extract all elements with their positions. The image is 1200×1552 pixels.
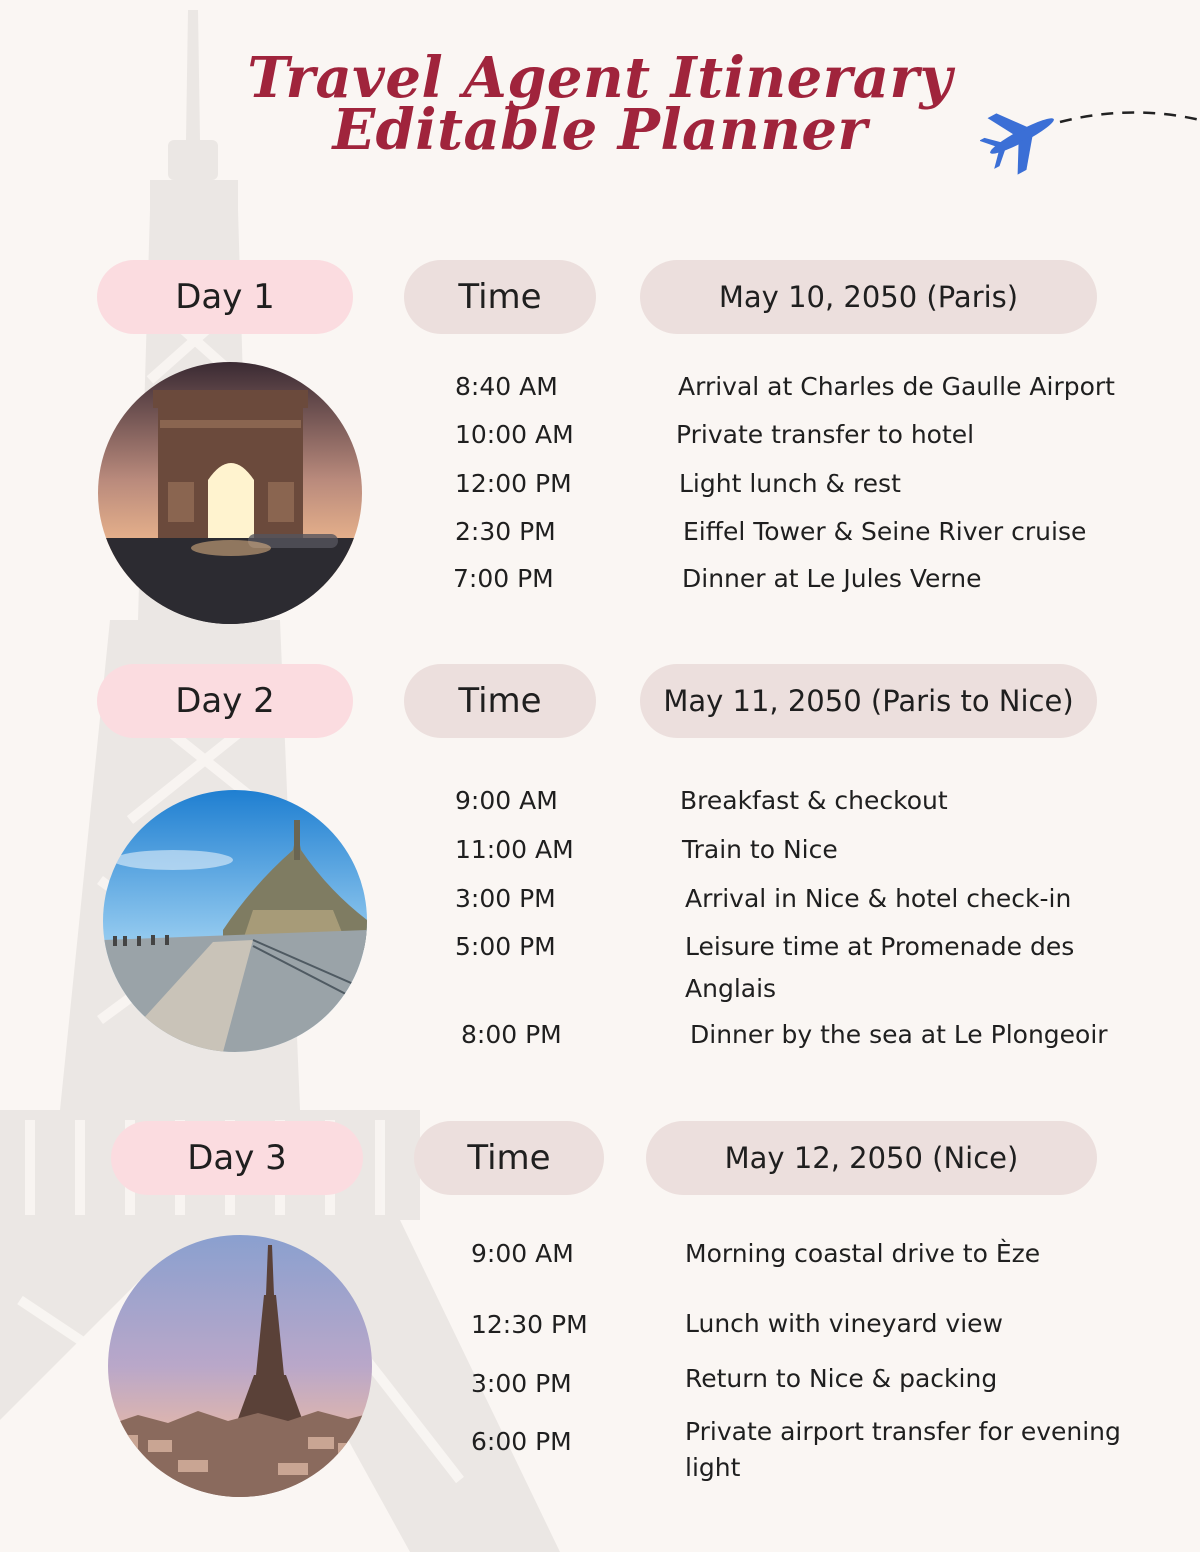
day-1-activity-1: Arrival at Charles de Gaulle Airport (678, 372, 1115, 401)
day-3-date-header: May 12, 2050 (Nice) (646, 1121, 1097, 1195)
day-2-time-5: 8:00 PM (461, 1020, 562, 1049)
day-2-label: Day 2 (97, 664, 353, 738)
eiffel-tower-photo (108, 1235, 372, 1497)
day-1-activity-3: Light lunch & rest (679, 469, 901, 498)
day-1-time-1: 8:40 AM (455, 372, 558, 401)
day-2-activity-4: Leisure time at Promenade des Anglais (685, 932, 1075, 1003)
day-2-activity-2: Train to Nice (682, 835, 838, 864)
day-1-time-2: 10:00 AM (455, 420, 574, 449)
day-3-time-3: 3:00 PM (471, 1369, 572, 1398)
day-1-activity-4: Eiffel Tower & Seine River cruise (683, 517, 1087, 546)
day-3-activity-1: Morning coastal drive to Èze (685, 1239, 1041, 1268)
day-1-time-4: 2:30 PM (455, 517, 556, 546)
day-3-time-header: Time (414, 1121, 604, 1195)
day-1-date-header: May 10, 2050 (Paris) (640, 260, 1097, 334)
day-3-activity-3: Return to Nice & packing (685, 1364, 998, 1393)
arc-de-triomphe-photo (98, 362, 362, 624)
day-2-activity-3: Arrival in Nice & hotel check-in (685, 884, 1072, 913)
day-2-date-header: May 11, 2050 (Paris to Nice) (640, 664, 1097, 738)
page-title: Travel Agent Itinerary Editable Planner (247, 45, 953, 163)
day-2-time-4: 5:00 PM (455, 932, 556, 961)
day-3-time-2: 12:30 PM (471, 1310, 588, 1339)
day-2-activity-5: Dinner by the sea at Le Plongeoir (690, 1020, 1108, 1049)
day-1-time-header: Time (404, 260, 596, 334)
mont-saint-michel-photo (103, 790, 367, 1052)
day-2-time-3: 3:00 PM (455, 884, 556, 913)
day-2-time-header: Time (404, 664, 596, 738)
day-1-activity-5: Dinner at Le Jules Verne (682, 564, 982, 593)
day-2-time-1: 9:00 AM (455, 786, 558, 815)
day-3-time-1: 9:00 AM (471, 1239, 574, 1268)
day-3-time-4: 6:00 PM (471, 1427, 572, 1456)
day-1-activity-2: Private transfer to hotel (676, 420, 975, 449)
day-1-time-5: 7:00 PM (453, 564, 554, 593)
day-3-label: Day 3 (111, 1121, 363, 1195)
day-3-activity-4: Private airport transfer for evening light (685, 1417, 1121, 1482)
airplane-icon (980, 96, 1200, 176)
day-2-activity-1: Breakfast & checkout (680, 786, 948, 815)
day-3-activity-2: Lunch with vineyard view (685, 1309, 1004, 1338)
day-1-label: Day 1 (97, 260, 353, 334)
day-1-time-3: 12:00 PM (455, 469, 572, 498)
day-2-time-2: 11:00 AM (455, 835, 574, 864)
